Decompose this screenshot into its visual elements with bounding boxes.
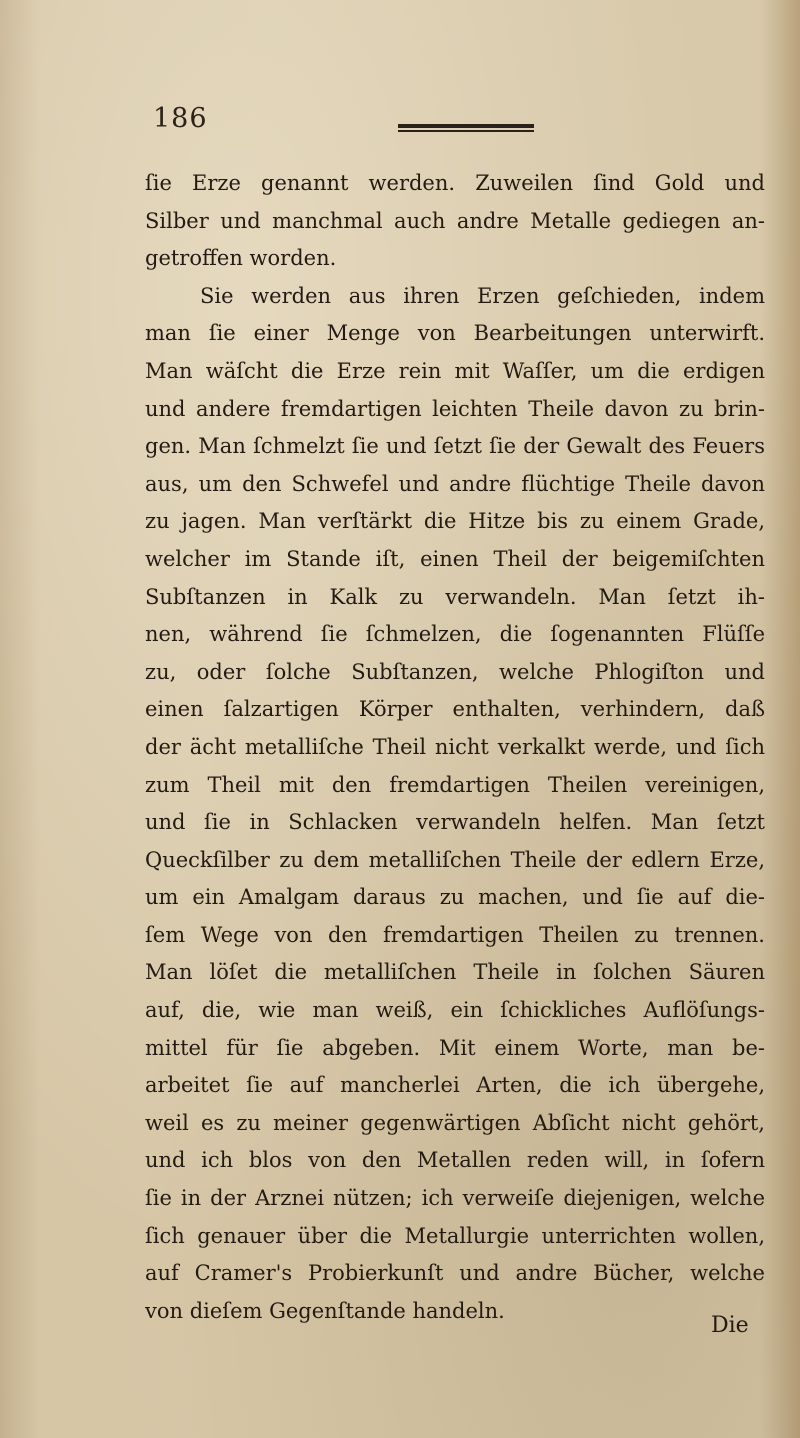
text-line: Silber und manchmal auch andre Metalle gediegen an- xyxy=(145,208,765,233)
text-line: zu, oder ſolche Subſtanzen, welche Phlogiſton und xyxy=(145,659,765,684)
text-line: arbeitet ſie auf mancherlei Arten, die ich übergehe, xyxy=(145,1073,765,1098)
text-line: mittel für ſie abgeben. Mit einem Worte, man be- xyxy=(145,1035,765,1060)
text-line: zu jagen. Man verſtärkt die Hitze bis zu einem Grade, xyxy=(145,509,765,534)
text-line: und ich blos von den Metallen reden will, in ſofern xyxy=(145,1148,765,1173)
text-line: und andere fremdartigen leichten Theile davon zu brin- xyxy=(145,396,765,421)
text-line: auf Cramer's Probierkunſt und andre Bücher, welche xyxy=(145,1261,765,1286)
text-line: ſie in der Arznei nützen; ich verweiſe diejenigen, welche xyxy=(145,1186,765,1211)
page-number: 186 xyxy=(153,103,208,134)
text-line: gen. Man ſchmelzt ſie und ſetzt ſie der Gewalt des Feuers xyxy=(145,434,765,459)
text-line: Sie werden aus ihren Erzen geſchieden, indem xyxy=(200,283,765,308)
text-line: nen, während ſie ſchmelzen, die ſogenannten Flüſſe xyxy=(145,622,765,647)
text-line: einen ſalzartigen Körper enthalten, verhindern, daß xyxy=(145,697,765,722)
text-line: ſich genauer über die Metallurgie unterrichten wollen, xyxy=(145,1223,765,1248)
text-line: aus, um den Schwefel und andre flüchtige Theile davon xyxy=(145,471,765,496)
text-line: Queckſilber zu dem metalliſchen Theile der edlern Erze, xyxy=(145,847,765,872)
text-line: ſem Wege von den fremdartigen Theilen zu trennen. xyxy=(145,922,765,947)
text-line: zum Theil mit den fremdartigen Theilen vereinigen, xyxy=(145,772,765,797)
text-line: von dieſem Gegenſtande handeln. xyxy=(145,1298,505,1323)
text-line: Man löſet die metalliſchen Theile in ſolchen Säuren xyxy=(145,960,765,985)
text-line: welcher im Stande iſt, einen Theil der beigemiſchten xyxy=(145,546,765,571)
text-line: ſie Erze genannt werden. Zuweilen ſind Gold und xyxy=(145,171,765,195)
text-line: auf, die, wie man weiß, ein ſchickliches Auflöſungs- xyxy=(145,998,765,1023)
text-line: und ſie in Schlacken verwandeln helfen. Man ſetzt xyxy=(145,810,765,835)
text-line: um ein Amalgam daraus zu machen, und ſie auf die- xyxy=(145,885,765,910)
body-text xyxy=(145,165,765,1330)
header-rule-thick xyxy=(398,124,534,128)
header-rule-thin xyxy=(398,130,534,132)
text-line: man ſie einer Menge von Bearbeitungen unterwirft. xyxy=(145,321,765,346)
text-line: Subſtanzen in Kalk zu verwandeln. Man ſetzt ih- xyxy=(145,584,765,609)
text-line: der ächt metalliſche Theil nicht verkalkt werde, und ſich xyxy=(145,734,765,759)
text-line: Man wäſcht die Erze rein mit Waſſer, um die erdigen xyxy=(145,358,765,383)
text-line: getroffen worden. xyxy=(145,246,337,271)
text-line: weil es zu meiner gegenwärtigen Abſicht nicht gehört, xyxy=(145,1110,765,1135)
header-rule xyxy=(398,124,534,133)
catchword: Die xyxy=(711,1313,749,1338)
